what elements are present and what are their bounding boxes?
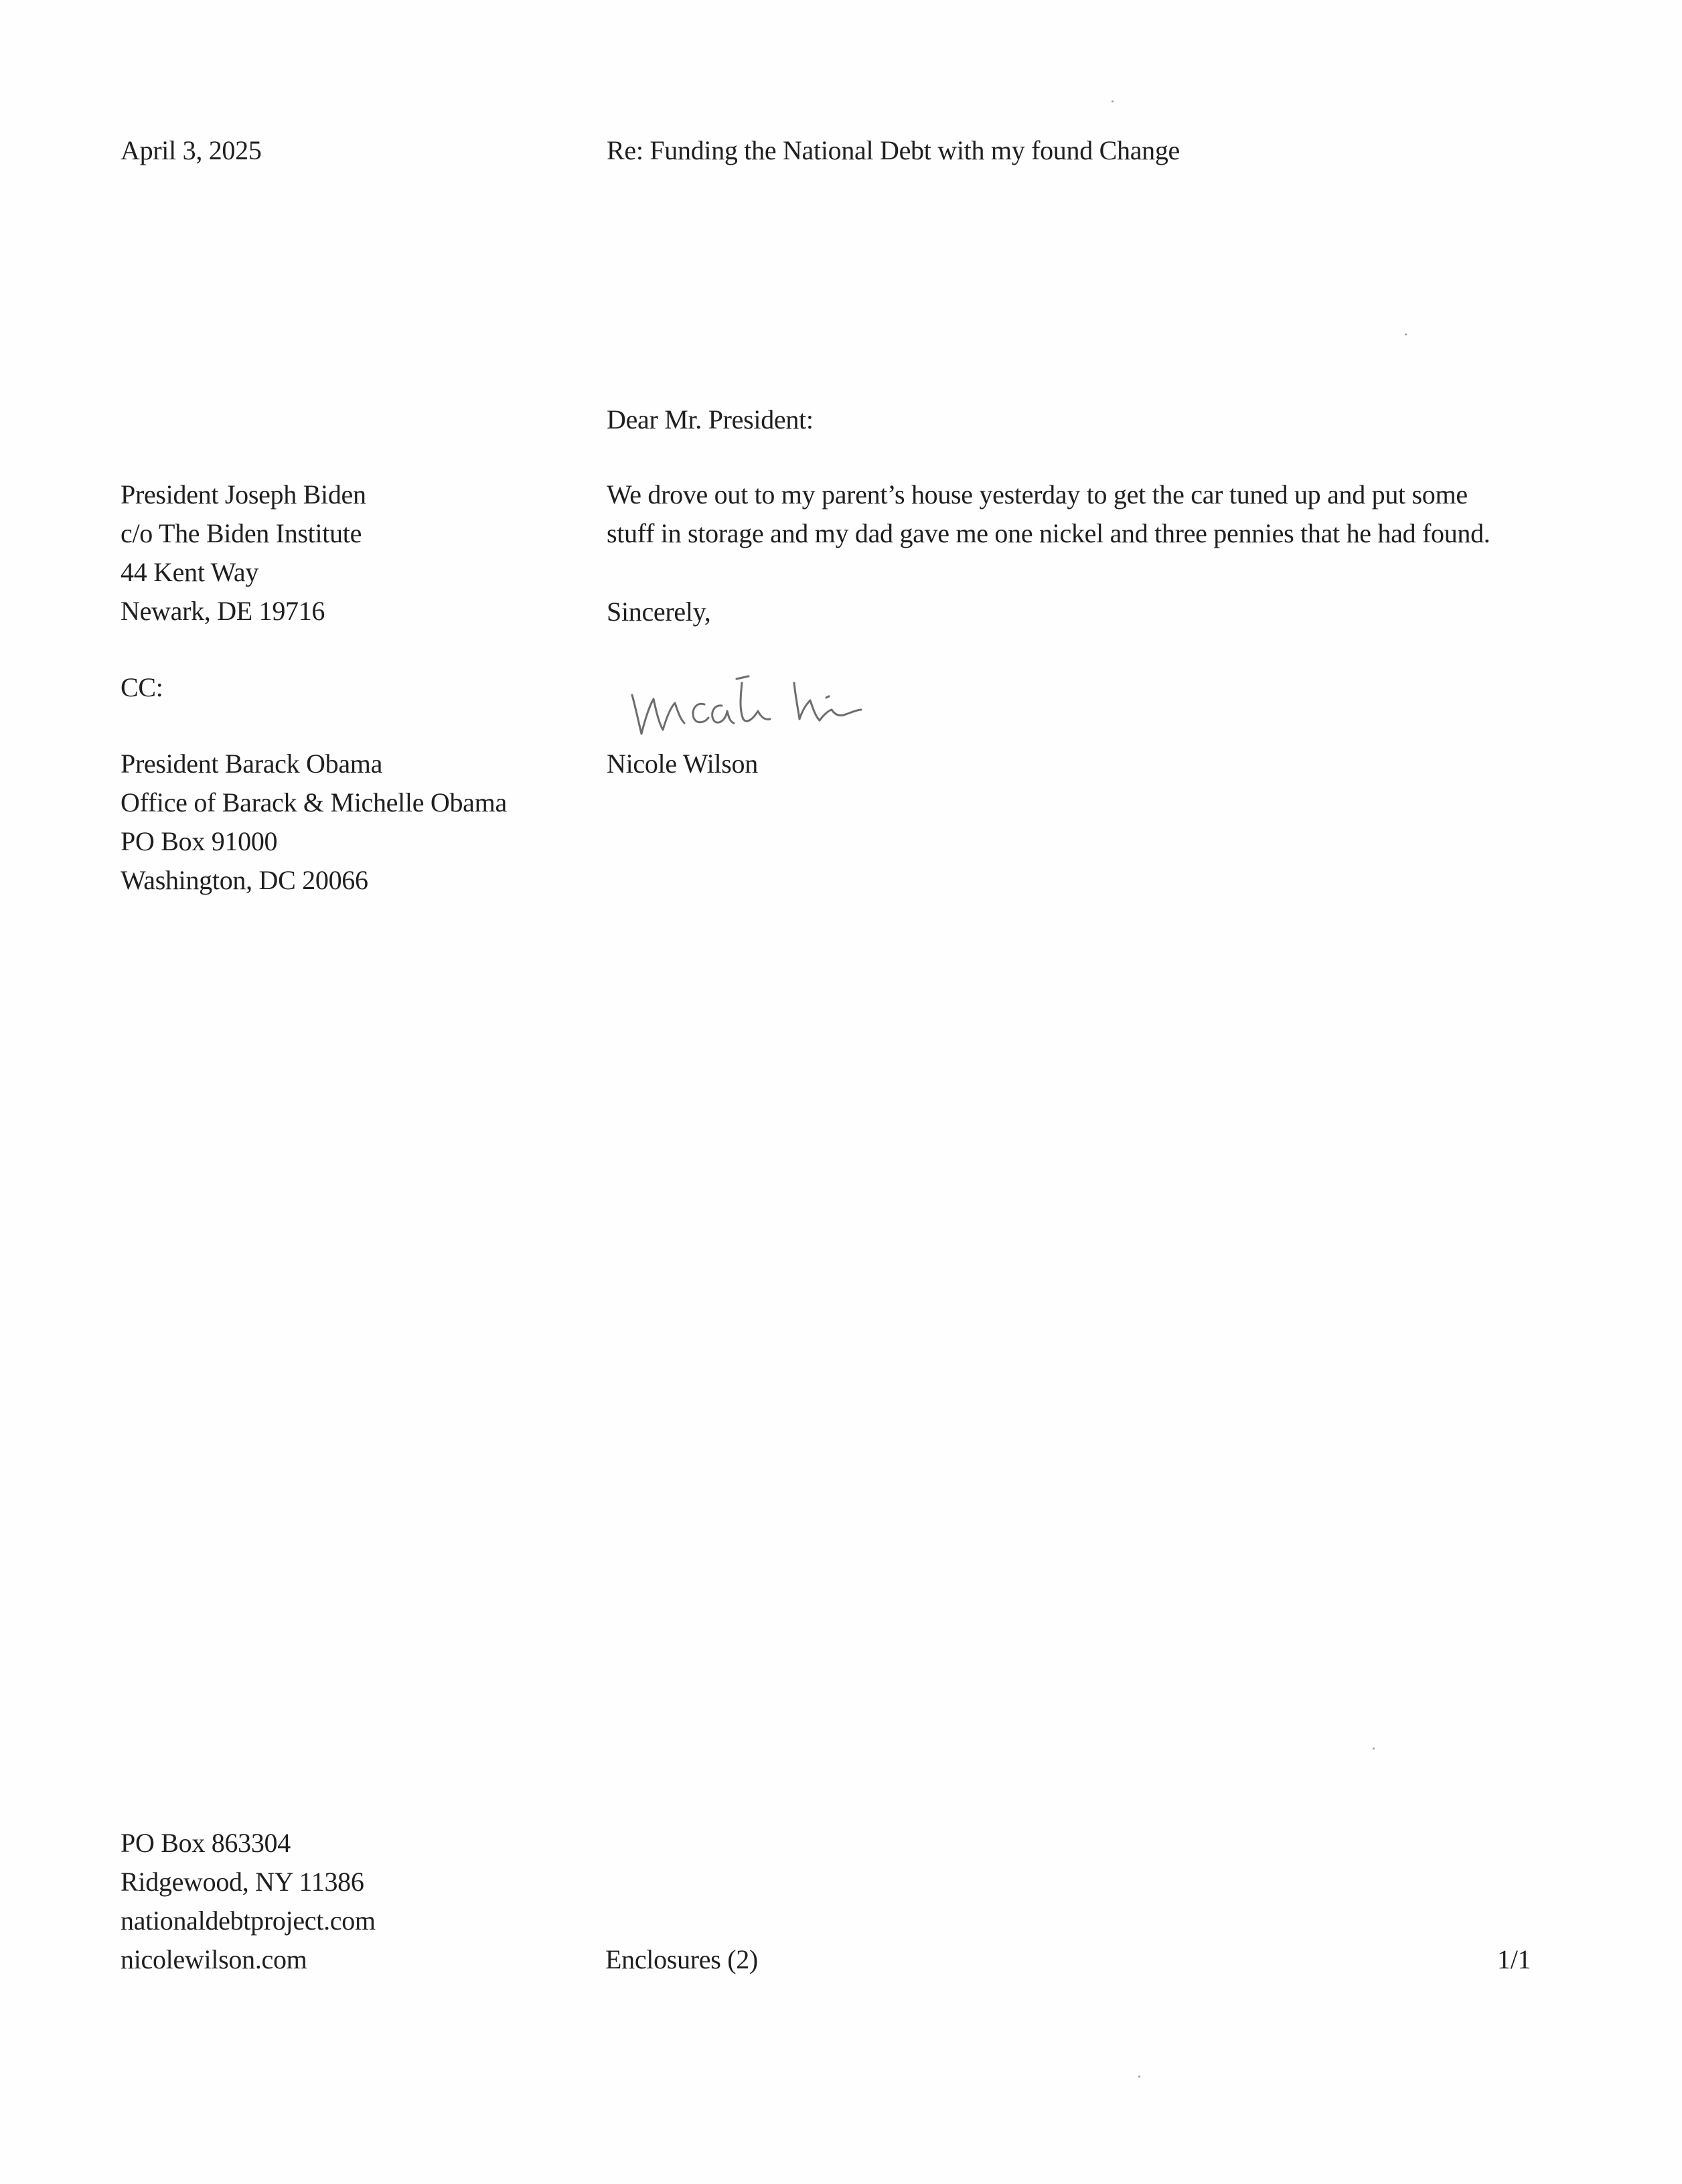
recipient-address — [121, 475, 366, 631]
body-line: We drove out to my parent’s house yesterday to get the car tuned up and put some — [607, 479, 1468, 510]
cc-line: Office of Barack & Michelle Obama — [121, 787, 507, 817]
cc-line: President Barack Obama — [121, 749, 383, 779]
enclosures-note: Enclosures (2) — [605, 1944, 758, 1974]
letter-body — [607, 475, 1490, 553]
recipient-line: 44 Kent Way — [121, 557, 259, 587]
scan-speck — [1405, 333, 1407, 335]
letter-subject: Re: Funding the National Debt with my found Change — [607, 135, 1180, 165]
sender-line: Ridgewood, NY 11386 — [121, 1867, 364, 1897]
sender-address — [121, 1824, 376, 1979]
closing: Sincerely, — [607, 597, 711, 627]
cc-address — [121, 745, 507, 900]
letter-date: April 3, 2025 — [121, 135, 262, 165]
sender-line: nationaldebtproject.com — [121, 1905, 376, 1936]
cc-line: PO Box 91000 — [121, 826, 278, 856]
recipient-line: c/o The Biden Institute — [121, 518, 362, 548]
recipient-line: President Joseph Biden — [121, 479, 366, 510]
sender-line: PO Box 863304 — [121, 1828, 291, 1858]
scan-speck — [1373, 1747, 1375, 1749]
scan-speck — [1138, 2076, 1140, 2078]
page-number: 1/1 — [1497, 1944, 1531, 1974]
cc-line: Washington, DC 20066 — [121, 865, 368, 895]
salutation: Dear Mr. President: — [607, 404, 814, 435]
handwritten-signature — [629, 670, 924, 757]
cc-label: CC: — [121, 672, 163, 702]
signer-name: Nicole Wilson — [607, 749, 758, 779]
recipient-line: Newark, DE 19716 — [121, 596, 325, 626]
body-line: stuff in storage and my dad gave me one nickel and three pennies that he had found. — [607, 518, 1490, 548]
scan-speck — [1112, 100, 1114, 102]
sender-line: nicolewilson.com — [121, 1944, 307, 1974]
